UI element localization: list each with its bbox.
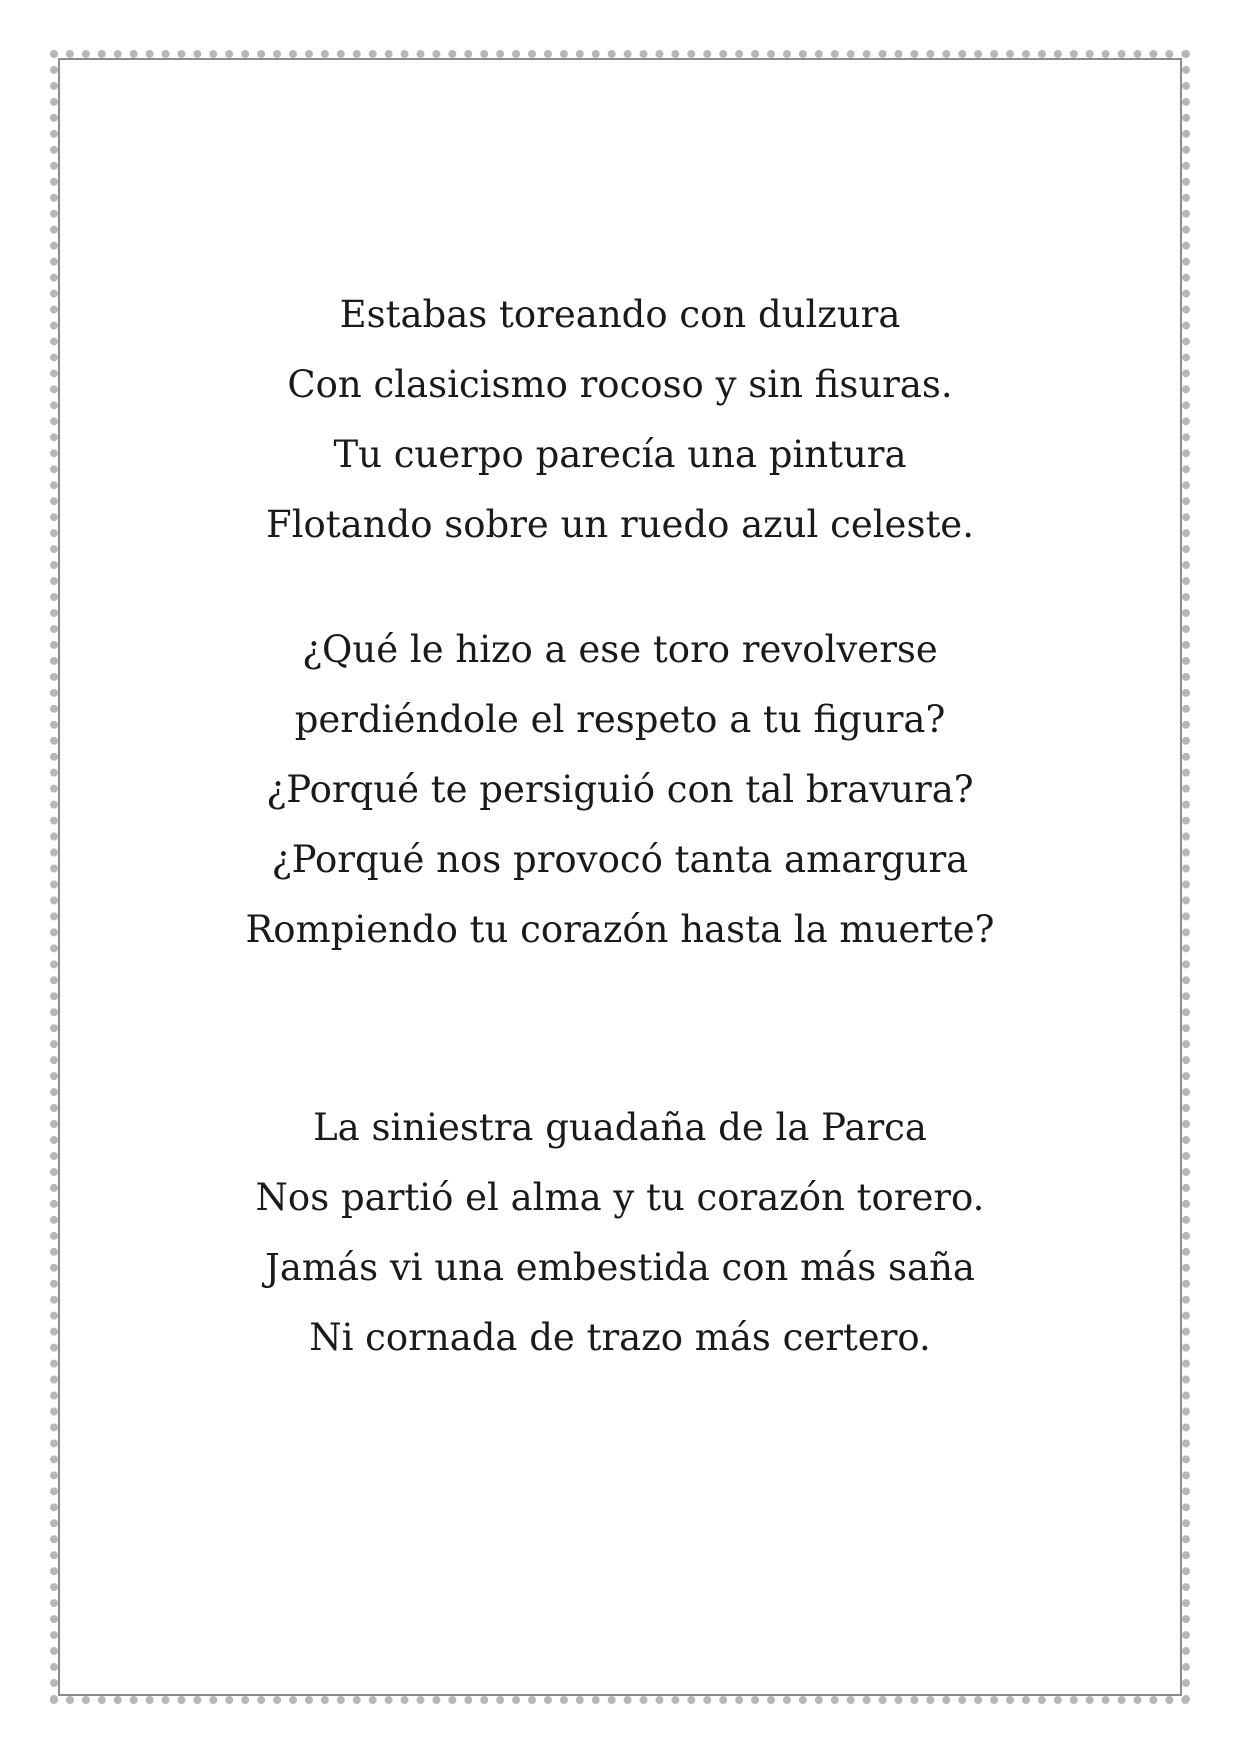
poem-line: Ni cornada de trazo más certero. bbox=[309, 1316, 931, 1359]
poem-line: Tu cuerpo parecía una pintura bbox=[333, 433, 907, 476]
poem-line: Nos partió el alma y tu corazón torero. bbox=[255, 1176, 985, 1219]
poem-line: Jamás vi una embestida con más saña bbox=[265, 1246, 975, 1289]
stanza-2 bbox=[70, 615, 1170, 965]
poem-line: La siniestra guadaña de la Parca bbox=[313, 1106, 927, 1149]
poem bbox=[70, 280, 1170, 1373]
poem-line: Con clasicismo rocoso y sin fisuras. bbox=[287, 363, 953, 406]
poem-line: ¿Porqué nos provocó tanta amargura bbox=[271, 838, 969, 881]
stanza-3 bbox=[70, 1093, 1170, 1373]
poem-line: ¿Qué le hizo a ese toro revolverse bbox=[302, 628, 938, 671]
poem-line: Estabas toreando con dulzura bbox=[339, 293, 901, 336]
stanza-1 bbox=[70, 280, 1170, 560]
poem-line: Rompiendo tu corazón hasta la muerte? bbox=[245, 908, 995, 951]
poem-line: Flotando sobre un ruedo azul celeste. bbox=[266, 503, 974, 546]
poem-line: perdiéndole el respeto a tu figura? bbox=[294, 698, 946, 741]
poem-line: ¿Porqué te persiguió con tal bravura? bbox=[266, 768, 974, 811]
